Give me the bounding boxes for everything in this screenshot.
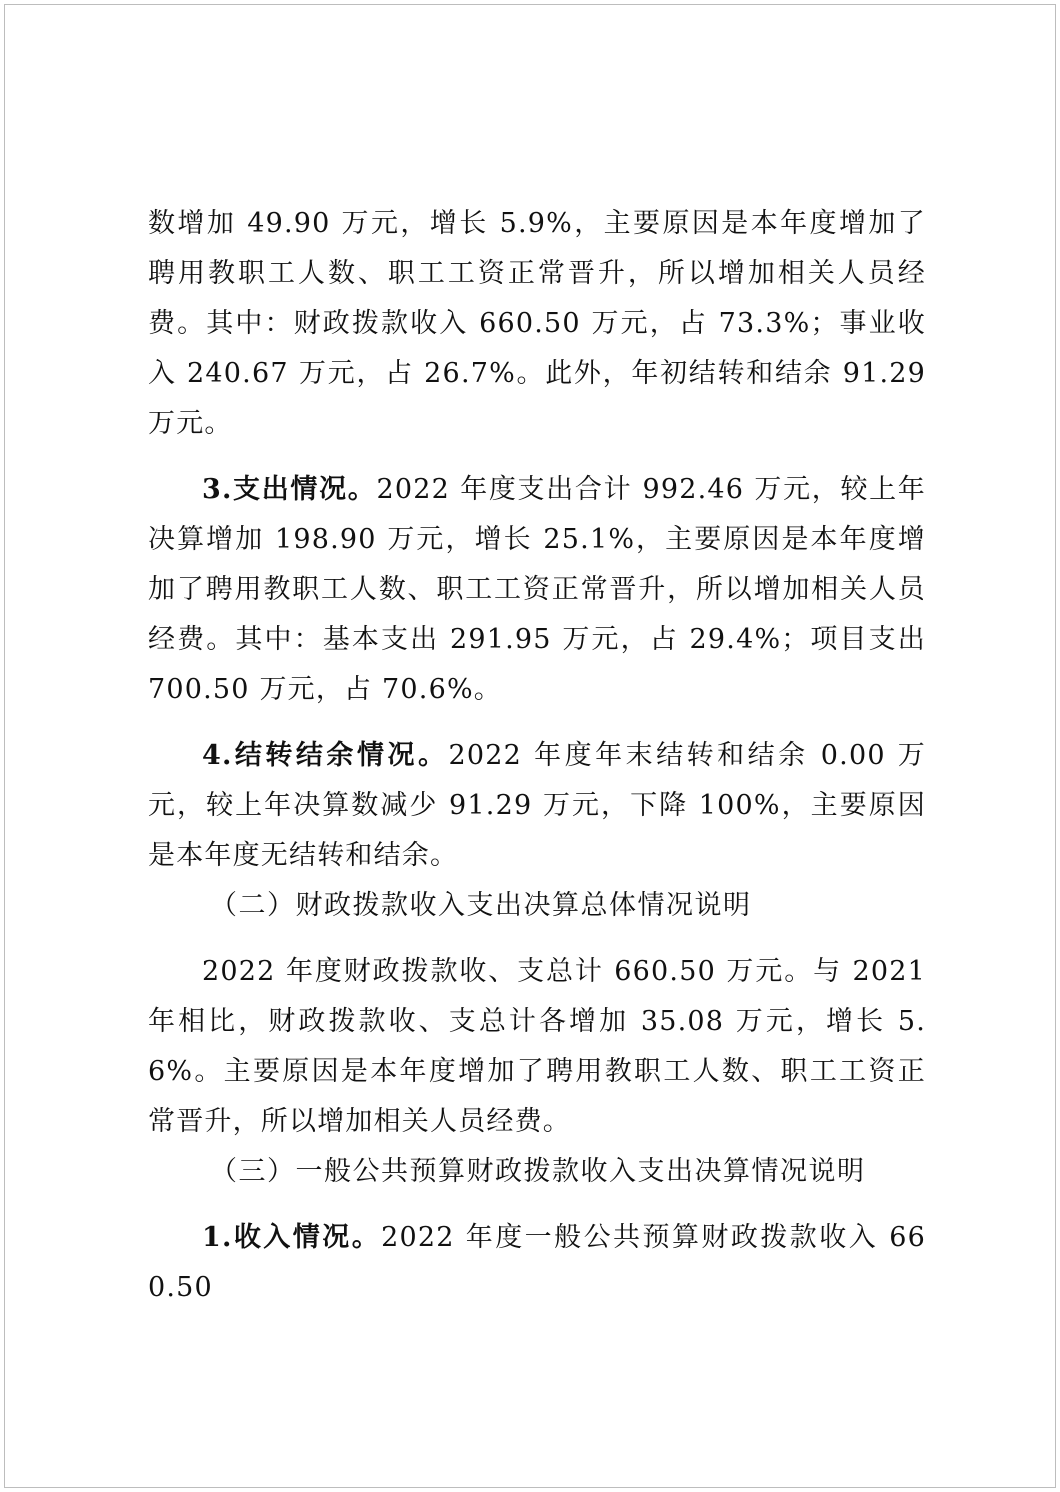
- section-lead-carryover: 4.结转结余情况。: [202, 740, 449, 771]
- document-page: [4, 4, 1056, 1488]
- paragraph-text: 2022 年度年末结转和结余 0.00 万元，较上年决算数减少 91.29 万元，下降 100%，主要原因是本年度无结转和结余。: [148, 740, 926, 871]
- paragraph-text: 2022 年度一般公共预算财政拨款收入 660.50: [148, 1222, 926, 1303]
- paragraph-text: 数增加 49.90 万元，增长 5.9%，主要原因是本年度增加了聘用教职工人数、职工工资正常晋升，所以增加相关人员经费。其中：财政拨款收入 660.50 万元，占 73.3%；事业收入 240.67 万元，占 26.7%。此外，年初结转和结余 91.29 万元。: [148, 208, 926, 439]
- paragraph-text: 2022 年度支出合计 992.46 万元，较上年决算增加 198.90 万元，增长 25.1%，主要原因是本年度增加了聘用教职工人数、职工工资正常晋升，所以增加相关人员经费。其中：基本支出 291.95 万元，占 29.4%；项目支出 700.50 万元，占 70.6%。: [148, 474, 926, 705]
- paragraph-fiscal-overview: [148, 947, 926, 1147]
- paragraph-income-continued: [148, 199, 926, 449]
- paragraph-expenditure: [148, 465, 926, 715]
- section-lead-income: 1.收入情况。: [202, 1222, 382, 1253]
- section-lead-expenditure: 3.支出情况。: [202, 474, 377, 505]
- paragraph-general-budget-income: [148, 1213, 926, 1313]
- section-heading-fiscal-overview: （二）财政拨款收入支出决算总体情况说明: [210, 890, 752, 921]
- paragraph-text: 2022 年度财政拨款收、支总计 660.50 万元。与 2021 年相比，财政拨款收、支总计各增加 35.08 万元，增长 5.6%。主要原因是本年度增加了聘用教职工人数、职工工资正常晋升，所以增加相关人员经费。: [148, 956, 926, 1137]
- section-heading-general-budget: （三）一般公共预算财政拨款收入支出决算情况说明: [210, 1156, 866, 1187]
- document-body: [148, 199, 926, 1313]
- paragraph-carryover: [148, 731, 926, 881]
